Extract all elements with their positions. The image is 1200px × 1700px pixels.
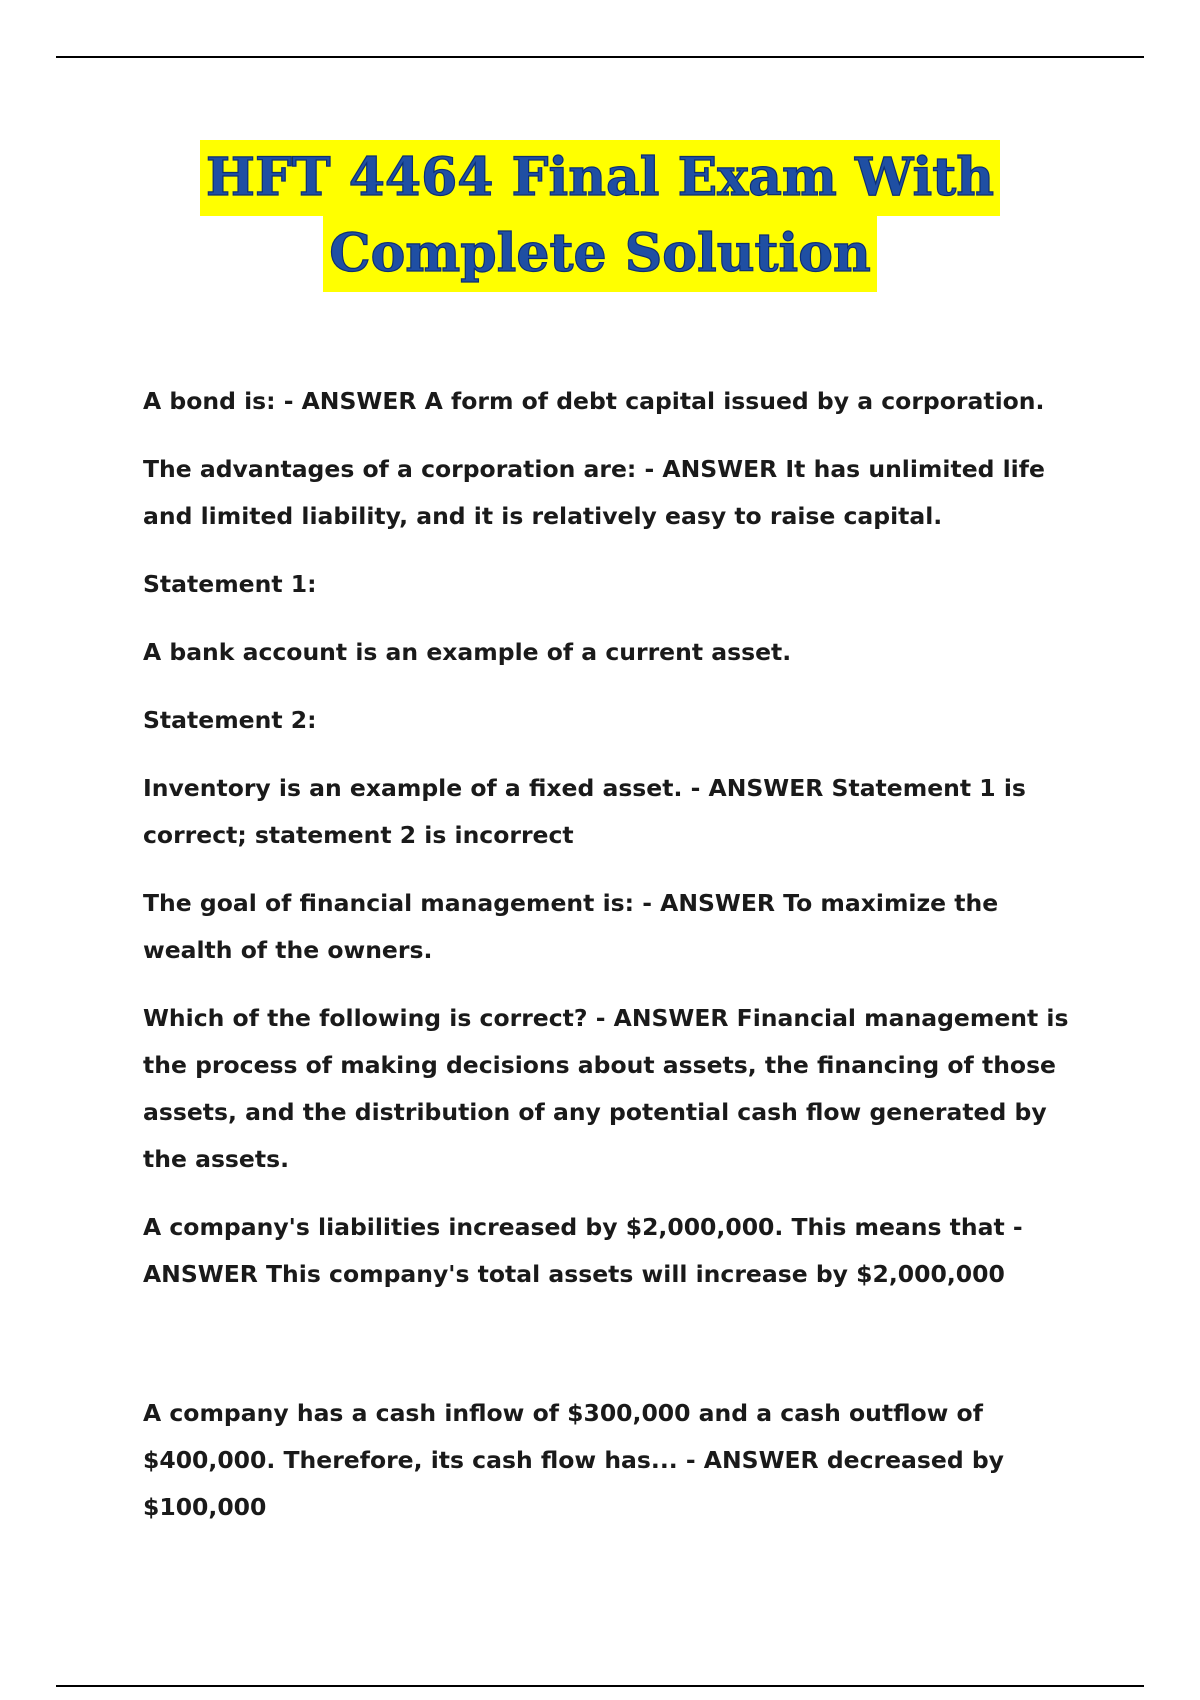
- document-body: [143, 378, 1083, 1552]
- bottom-rule: [56, 1685, 1144, 1687]
- qa-paragraph: A bond is: - ANSWER A form of debt capital issued by a corporation.: [143, 387, 1045, 415]
- qa-paragraph: Statement 1:: [143, 570, 317, 598]
- document-title: [0, 140, 1200, 292]
- qa-paragraph: Statement 2:: [143, 706, 317, 734]
- qa-paragraph: The goal of financial management is: - ANSWER To maximize the wealth of the owners.: [143, 889, 999, 964]
- qa-paragraph: A bank account is an example of a current asset.: [143, 638, 792, 666]
- qa-paragraph: A company's liabilities increased by $2,000,000. This means that - ANSWER This company's total assets will increase by $2,000,000: [143, 1213, 1023, 1288]
- qa-paragraph: Inventory is an example of a fixed asset. - ANSWER Statement 1 is correct; statement 2 is incorrect: [143, 774, 1026, 849]
- qa-paragraph: A company has a cash inflow of $300,000 and a cash outflow of $400,000. Therefore, its cash flow has... - ANSWER decreased by $100,000: [143, 1399, 1004, 1521]
- top-rule: [56, 56, 1144, 58]
- title-line-1: HFT 4464 Final Exam With: [200, 140, 1000, 216]
- title-line-2: Complete Solution: [323, 216, 877, 292]
- qa-paragraph: Which of the following is correct? - ANSWER Financial management is the process of making decisions about assets, the financing of those assets, and the distribution of any potential cash flow generated by the assets.: [143, 1004, 1069, 1173]
- qa-paragraph: The advantages of a corporation are: - ANSWER It has unlimited life and limited liability, and it is relatively easy to raise capital.: [143, 455, 1045, 530]
